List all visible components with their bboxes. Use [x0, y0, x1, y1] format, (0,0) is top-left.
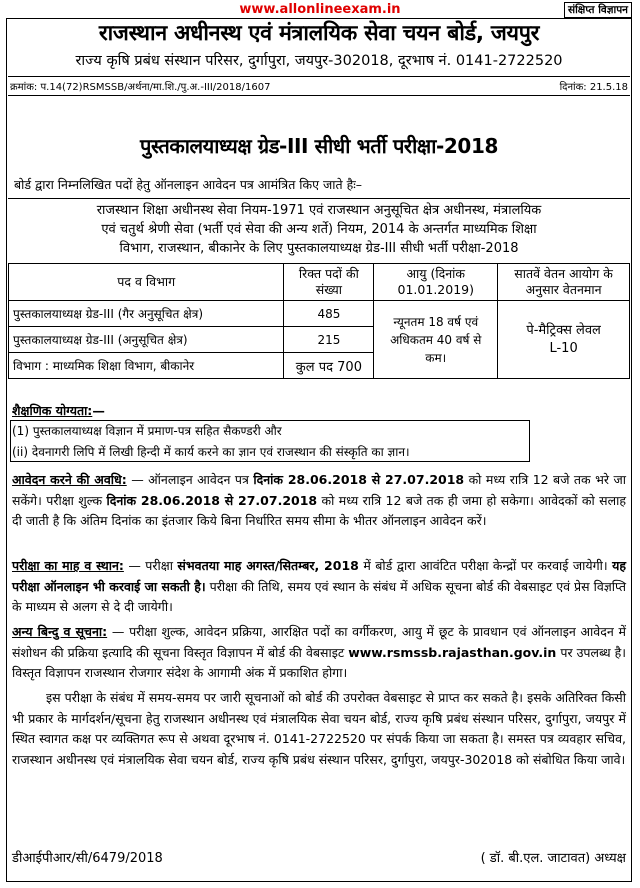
pay-scale-label: पे-मैट्रिक्स लेवल — [526, 322, 601, 338]
website-url[interactable]: www.allonlineexam.in — [239, 2, 401, 17]
application-period-heading: आवेदन करने की अवधि: — [12, 472, 127, 487]
department-name: विभाग : माध्यमिक शिक्षा विभाग, बीकानेर — [9, 353, 284, 379]
table-header-row — [9, 264, 630, 301]
col-header-age: आयु (दिनांक 01.01.2019) — [374, 264, 498, 301]
application-text: को मध्य रात्रि 12 बजे तक भरे जा सकेंगे। परीक्षा शुल्क — [12, 472, 626, 508]
table-row — [9, 301, 630, 327]
divider — [8, 95, 630, 96]
post-name: पुस्तकालयाध्यक्ष ग्रेड-III (गैर अनुसूचित क्षेत्र) — [9, 301, 284, 327]
exam-title: पुस्तकालयाध्यक्ष ग्रेड-III सीधी भर्ती परीक्षा-2018 — [140, 134, 498, 158]
age-limit: न्यूनतम 18 वर्ष एवं अधिकतम 40 वर्ष से कम। — [374, 301, 498, 379]
exam-text: में बोर्ड द्वारा आवंटित परीक्षा केन्द्रों पर करवाई जायेगी। — [363, 558, 608, 573]
pay-scale — [498, 301, 630, 379]
intro-text: बोर्ड द्वारा निम्नलिखित पदों हेतु ऑनलाइन आवेदन पत्र आमंत्रित किए जाते हैः– — [14, 177, 363, 192]
board-website-link[interactable]: www.rsmssb.rajasthan.gov.in — [348, 644, 557, 660]
dipr-number: डीआईपीआर/सी/6479/2018 — [12, 851, 163, 866]
exam-text: परीक्षा की तिथि, समय एवं स्थान के संबंध में अधिक सूचना बोर्ड की वेबसाइट एवं प्रेस विज्ञप्ति के माध्यम से अलग से दे दी जायेगी। — [12, 578, 626, 615]
divider — [8, 198, 630, 199]
signatory: ( डॉ. बी.एल. जाटावत) अध्यक्ष — [480, 851, 626, 866]
rules-text — [10, 201, 628, 258]
rules-line: एवं चतुर्थ श्रेणी सेवा (भर्ती एवं सेवा की अन्य शर्ते) नियम, 2014 के अन्तर्गत माध्यमिक शिक्षा — [101, 222, 537, 237]
exam-month: संभवतया माह अगस्त/सितम्बर, 2018 — [177, 558, 359, 573]
qualification-label: शैक्षणिक योग्यता: — [12, 403, 93, 418]
advert-type-badge: संक्षिप्त विज्ञापन — [564, 2, 632, 18]
other-info-text: पर उपलब्ध है। विस्तृत विज्ञापन राजस्थान रोजगार संदेश के आगामी अंक में प्रकाशित होगा। — [12, 644, 627, 681]
qualification-item: (ii) देवनागरी लिपि में लिखी हिन्दी में कार्य करने का ज्ञान एवं राजस्थान की संस्कृति का ज्ञान। — [12, 445, 410, 459]
qualification-item: (1) पुस्तकालयाध्यक्ष विज्ञान में प्रमाण-पत्र सहित सैकण्डरी और — [12, 424, 282, 438]
application-text: — ऑनलाइन आवेदन पत्र — [131, 472, 249, 487]
fee-dates: दिनांक 28.06.2018 से 27.07.2018 — [106, 492, 318, 508]
divider — [8, 76, 630, 77]
reference-number: क्रमांक: प.14(72)RSMSSB/अर्थना/मा.शि./पु.अ.-III/2018/1607 — [10, 82, 271, 93]
other-info-text: — परीक्षा शुल्क, आवेदन प्रक्रिया, आरक्षित पदों का वर्गीकरण, आयु में छूट के प्रावधान एवं ऑनलाइन आवेदन में संशोधन की प्रक्रिया इत्यादि की सूचना विस्तृत विज्ञापन में बोर्ड की वेबसाइट — [12, 624, 626, 660]
post-count: 215 — [284, 327, 374, 353]
exam-text: — परीक्षा — [128, 558, 173, 573]
total-posts: कुल पद 700 — [284, 353, 374, 379]
application-period-section — [12, 470, 626, 532]
other-info-section — [12, 622, 626, 684]
application-dates: दिनांक 28.06.2018 से 27.07.2018 — [253, 472, 465, 487]
qualification-heading — [12, 402, 105, 419]
post-name: पुस्तकालयाध्यक्ष ग्रेड-III (अनुसूचित क्षेत्र) — [9, 327, 284, 353]
advert-date: दिनांक: 21.5.18 — [559, 82, 628, 93]
posts-table — [8, 263, 630, 379]
post-count: 485 — [284, 301, 374, 327]
org-title: राजस्थान अधीनस्थ एवं मंत्रालयिक सेवा चयन बोर्ड, जयपुर — [98, 21, 540, 46]
application-text: को मध्य रात्रि 12 बजे तक ही जमा हो सकेगा। आवेदकों को सलाह दी जाती है कि अंतिम दिनांक का इंतजार किये बिना निर्धारित समय सीमा के भीतर ऑनलाइन आवेदन करें। — [12, 492, 626, 529]
contact-paragraph: इस परीक्षा के संबंध में समय-समय पर जारी सूचनाओं को बोर्ड की उपरोक्त वेबसाइट से प्राप्त कर सकते है। इसके अतिरिक्त किसी भी प्रकार के मार्गदर्शन/सूचना हेतु राजस्थान अधीनस्थ एवं मंत्रालयिक सेवा चयन बोर्ड, राज्य कृषि प्रबंध संस्थान परिसर, दुर्गापुरा, जयपुर में स्थित स्वागत कक्ष पर व्यक्तिगत रूप से अथवा दूरभाष नं. 0141-2722520 पर संपर्क किया जा सकता है। समस्त पत्र व्यवहार सचिव, राजस्थान अधीनस्थ एवं मंत्रालयिक सेवा चयन बोर्ड, राज्य कृषि प्रबंध संस्थान परिसर, दुर्गापुरा, जयपुर-302018 को संबोधित किया जावे। — [12, 690, 626, 767]
rules-line: राजस्थान शिक्षा अधीनस्थ सेवा नियम-1971 एवं राजस्थान अनुसूचित क्षेत्र अधीनस्थ, मंत्रालयिक — [96, 203, 542, 218]
exam-online-note: यह परीक्षा ऑनलाइन भी करवाई जा सकती है। — [12, 558, 626, 594]
col-header-post: पद व विभाग — [9, 264, 284, 301]
exam-schedule-section — [12, 556, 626, 618]
org-address: राज्य कृषि प्रबंध संस्थान परिसर, दुर्गापुरा, जयपुर-302018, दूरभाष नं. 0141-2722520 — [75, 53, 563, 69]
other-info-heading: अन्य बिन्दु व सूचना: — [12, 624, 108, 639]
pay-scale-level: L-10 — [549, 340, 578, 356]
qualification-dash: — — [92, 403, 105, 418]
exam-schedule-heading: परीक्षा का माह व स्थान: — [12, 558, 124, 573]
rules-line: विभाग, राजस्थान, बीकानेर के लिए पुस्तकालयाध्यक्ष ग्रेड-III सीधी भर्ती परीक्षा-2018 — [119, 241, 519, 256]
col-header-vacancies: रिक्त पदों की संख्या — [284, 264, 374, 301]
col-header-pay: सातवें वेतन आयोग के अनुसार वेतनमान — [498, 264, 630, 301]
